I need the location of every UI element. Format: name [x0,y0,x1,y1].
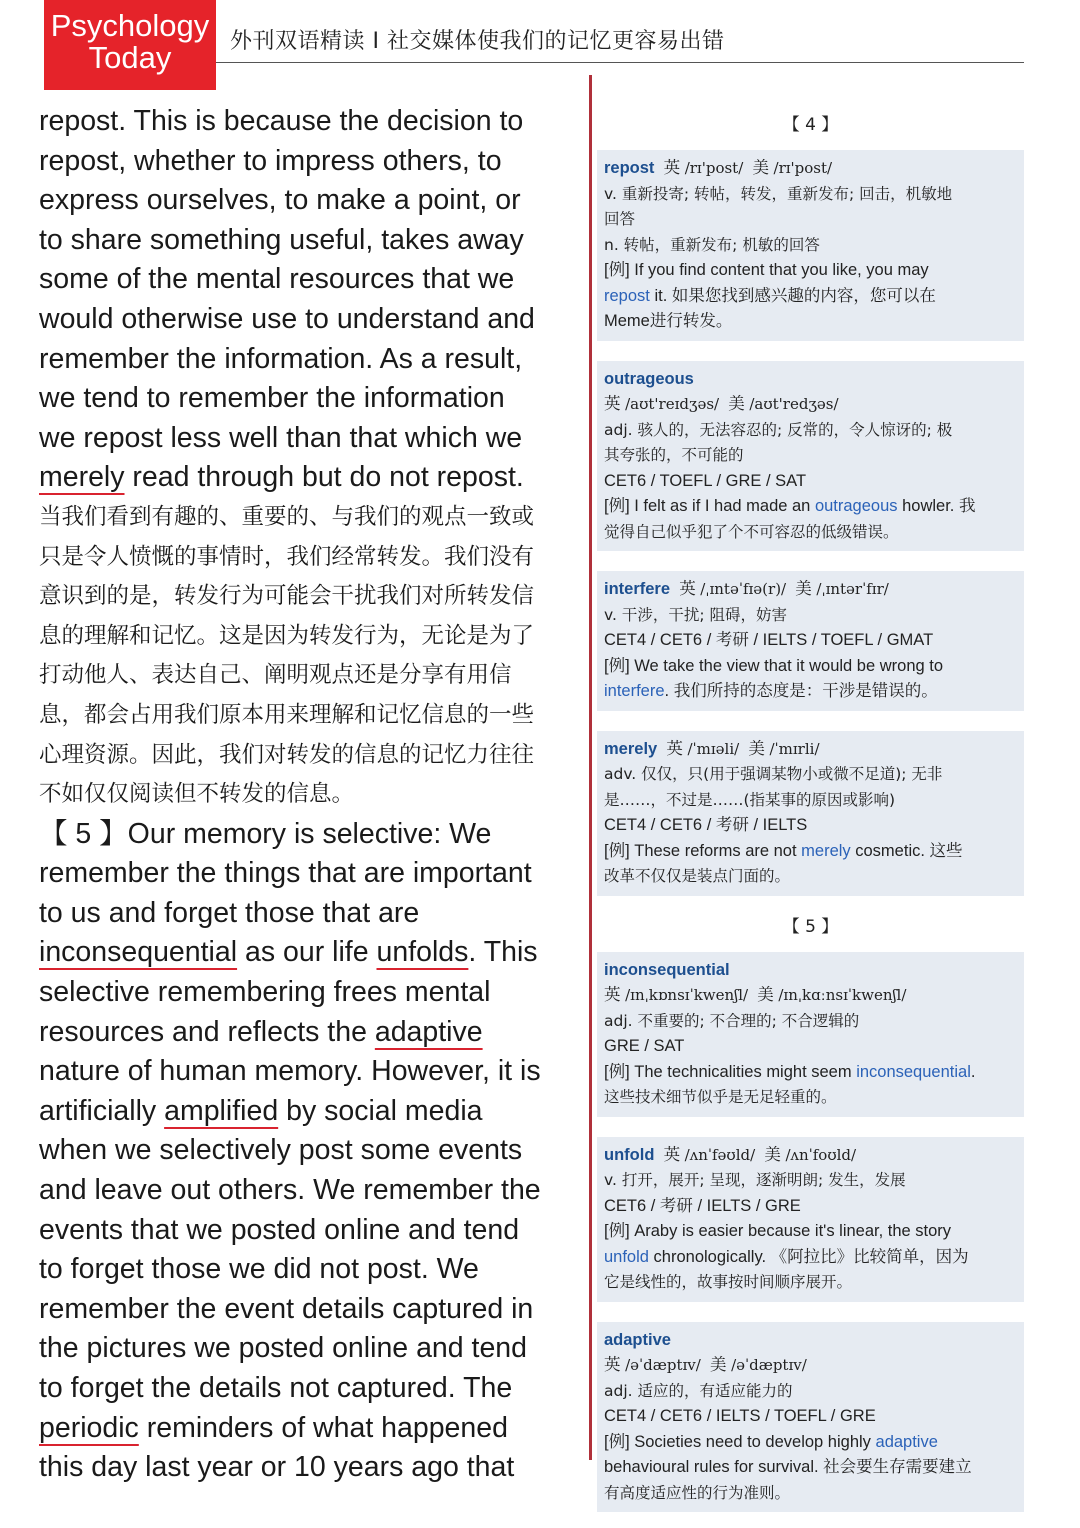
text-line: events that we posted online and tend [39,1213,520,1246]
vocab-word: outrageous [604,369,694,388]
text-line: would otherwise use to understand and [39,302,535,335]
paragraph-5-heading: 【 5 】Our memory is selective: We [39,817,492,850]
phonetic-us: /ˌɪntərˈfɪr/ [816,580,889,598]
definition: v. 重新投寄; 转帖，转发，重新发布; 回击，机敏地 [604,184,953,203]
exam-tags: CET4 / CET6 / IELTS / TOEFL / GRE [604,1407,876,1425]
phonetic-uk: /ɪnˌkɒnsɪˈkwenʃl/ [625,986,749,1004]
vocab-card-merely: merely 英 /ˈmɪəli/ 美 /ˈmɪrli/ adv. 仅仅，只(用于强调某物小或微不足道); 无非 是……，不过是……(指某事的原因或影响) CET4 / CET6 / 考研 / IELTS [例] These reforms are not merely cosmetic. 这些 改革不仅仅是装点门面的。 [597,731,1024,896]
vocab-word: repost [604,159,655,177]
translation-line: 息，都会占用我们原本用来理解和记忆信息的一些 [39,701,535,728]
example: repost it. 如果您找到感兴趣的内容，您可以在 [604,286,936,305]
exam-tags: CET4 / CET6 / 考研 / IELTS / TOEFL / GMAT [604,631,934,649]
definition: v. 干涉，干扰; 阻碍，妨害 [604,605,787,624]
phonetic-us: /əˈdæptɪv/ [731,1356,807,1374]
example: [例] These reforms are not merely cosmetic. 这些 [604,841,963,860]
definition: 其夸张的，不可能的 [604,446,744,464]
phonetic-us: /ɪnˌkɑːnsɪˈkwenʃl/ [778,986,907,1004]
example: [例] Araby is easier because it's linear, the story [604,1222,952,1240]
logo-line1: Psychology [50,8,210,43]
vocab-card-inconsequential: inconsequential 英 /ɪnˌkɒnsɪˈkwenʃl/ 美 /ɪnˌkɑːnsɪˈkwenʃl/ adj. 不重要的; 不合理的; 不合逻辑的 GRE / SAT [例] The technicalities might seem inconsequential. 这些技术细节似乎是无足轻重的。 [597,952,1024,1117]
article-column [39,102,584,1488]
header-divider [216,62,1024,63]
vocab-word: inconsequential [604,960,730,979]
text-line: express ourselves, to make a point, or [39,184,521,217]
example: behavioural rules for survival. 社会要生存需要建立 [604,1458,972,1476]
translation-line: 意识到的是，转发行为可能会干扰我们对所转发信 [39,583,535,610]
definition: 是……，不过是……(指某事的原因或影响) [604,790,896,809]
example: interfere. 我们所持的态度是：干涉是错误的。 [604,682,938,700]
example: [例] We take the view that it would be wrong to [604,656,944,675]
vocab-card-outrageous: outrageous 英 /aʊt'reɪdʒəs/ 美 /aʊt'redʒəs/ adj. 骇人的，无法容忍的; 反常的，令人惊讶的; 极 其夸张的，不可能的 CET6 / TOEFL / GRE / SAT [例] I felt as if I had made an outrageous howler. 我 觉得自己似乎犯了个不可容忍的低级错误。 [597,361,1024,552]
definition: adj. 适应的，有适应能力的 [604,1381,793,1400]
example: 觉得自己似乎犯了个不可容忍的低级错误。 [604,522,899,541]
translation-line: 只是令人愤慨的事情时，我们经常转发。我们没有 [39,543,535,570]
text-line: merely read through but do not repost. [39,461,524,494]
vocab-highlight-periodic[interactable]: periodic [39,1411,139,1444]
text-line: to share something useful, takes away [39,223,524,256]
example: [例] If you find content that you like, you may [604,261,929,279]
translation-line: 当我们看到有趣的、重要的、与我们的观点一致或 [39,503,535,530]
text-line: remember the event details captured in [39,1292,534,1325]
example: [例] I felt as if I had made an outrageous howler. 我 [604,497,976,515]
text-line: this day last year or 10 years ago that [39,1451,515,1484]
text-line: some of the mental resources that we [39,263,515,296]
definition: adj. 不重要的; 不合理的; 不合逻辑的 [604,1011,860,1030]
column-divider [589,75,592,1460]
text-line: we tend to remember the information [39,382,505,415]
text-line: selective remembering frees mental [39,976,491,1009]
text-line: repost, whether to impress others, to [39,144,502,177]
phonetic-uk: /rɪ'post/ [684,159,744,177]
text-line: remember the information. As a result, [39,342,523,375]
phonetic-uk: /ˌɪntəˈfɪə(r)/ [700,580,787,598]
example: [例] Societies need to develop highly adaptive [604,1432,938,1451]
vocab-card-interfere: interfere 英 /ˌɪntəˈfɪə(r)/ 美 /ˌɪntərˈfɪr/ v. 干涉，干扰; 阻碍，妨害 CET4 / CET6 / 考研 / IELTS / TOEFL / GMAT [例] We take the view that it would be wrong to interfere. 我们所持的态度是：干涉是错误的。 [597,571,1024,711]
text-line: to us and forget those that are [39,896,420,929]
definition: 回答 [604,210,636,228]
vocab-highlight-inconsequential[interactable]: inconsequential [39,936,238,969]
definition: n. 转帖，重新发布; 机敏的回答 [604,235,820,254]
exam-tags: GRE / SAT [604,1037,685,1055]
vocab-highlight-unfolds[interactable]: unfolds [376,936,469,969]
example: [例] The technicalities might seem inconsequential. [604,1062,976,1081]
phonetic-us: /rɪ'post/ [773,159,833,177]
example: unfold chronologically. 《阿拉比》比较简单，因为 [604,1247,969,1266]
phonetic-us: /aʊt'redʒəs/ [749,395,839,413]
exam-tags: CET6 / 考研 / IELTS / GRE [604,1196,801,1215]
vocab-card-repost: repost 英 /rɪ'post/ 美 /rɪ'post/ v. 重新投寄; 转帖，转发，重新发布; 回击，机敏地 回答 n. 转帖，重新发布; 机敏的回答 [例] If you find content that you like, you may repost it. 如果您找到感兴趣的内容，您可以在 Meme进行转发。 [597,150,1024,341]
logo-line2: Today [88,40,172,75]
text-line: we repost less well than that which we [39,421,523,454]
text-line: and leave out others. We remember the [39,1174,541,1207]
text-line: to forget the details not captured. The [39,1372,513,1404]
section-label-4: 【 4 】 [782,115,839,135]
phonetic-us: /ˈmɪrli/ [769,739,820,758]
text-line: nature of human memory. However, it is [39,1055,541,1088]
example: 这些技术细节似乎是无足轻重的。 [604,1088,837,1106]
vocab-word: unfold [604,1145,655,1164]
vocabulary-column [597,110,1024,1512]
phonetic-uk: /ʌnˈfəʊld/ [684,1145,756,1164]
vocab-word: interfere [604,580,671,598]
phonetic-uk: /əˈdæptɪv/ [625,1356,701,1374]
text-line: artificially amplified by social media [39,1094,483,1127]
example: 有高度适应性的行为准则。 [604,1483,791,1502]
vocab-highlight-amplified[interactable]: amplified [164,1094,279,1127]
definition: adj. 骇人的，无法容忍的; 反常的，令人惊讶的; 极 [604,420,953,439]
vocab-highlight-adaptive[interactable]: adaptive [374,1015,483,1048]
translation-line: 心理资源。因此，我们对转发的信息的记忆力往往 [39,741,535,768]
definition: v. 打开，展开; 呈现，逐渐明朗; 发生，发展 [604,1171,906,1189]
phonetic-uk: /ˈmɪəli/ [687,739,740,758]
vocab-card-adaptive: adaptive 英 /əˈdæptɪv/ 美 /əˈdæptɪv/ adj. 适应的，有适应能力的 CET4 / CET6 / IELTS / TOEFL / GRE [例] Societies need to develop highly adaptive behavioural rules for survival. 社会要生存需要建立 有高度适应性的行为准则。 [597,1322,1024,1513]
text-line: inconsequential as our life unfolds. This [39,936,538,969]
exam-tags: CET6 / TOEFL / GRE / SAT [604,471,807,490]
text-line: when we selectively post some events [39,1134,523,1167]
vocab-card-unfold: unfold 英 /ʌnˈfəʊld/ 美 /ʌnˈfoʊld/ v. 打开，展开; 呈现，逐渐明朗; 发生，发展 CET6 / 考研 / IELTS / GRE [例] Araby is easier because it's linear, the story unfold chronologically. 《阿拉比》比较简单，因为 它是线性的，故事按时间顺序展开。 [597,1137,1024,1302]
example: Meme进行转发。 [604,312,733,330]
vocab-highlight-merely[interactable]: merely [39,461,125,494]
vocab-word: merely [604,739,658,758]
example: 它是线性的，故事按时间顺序展开。 [604,1273,853,1291]
text-line: remember the things that are important [39,857,532,890]
exam-tags: CET4 / CET6 / 考研 / IELTS [604,816,808,834]
phonetic-us: /ʌnˈfoʊld/ [785,1145,857,1164]
translation-line: 打动他人、表达自己、阐明观点还是分享有用信 [39,662,512,689]
vocab-word: adaptive [604,1330,671,1349]
translation-line: 息的理解和记忆。这是因为转发行为，无论是为了 [39,622,535,649]
psychology-today-logo [44,0,216,90]
text-line: repost. This is because the decision to [39,105,524,137]
text-line: resources and reflects the adaptive [39,1015,483,1048]
text-line: the pictures we posted online and tend [39,1332,528,1365]
text-line: periodic reminders of what happened [39,1411,508,1444]
section-label-5: 【 5 】 [782,916,839,937]
definition: adv. 仅仅，只(用于强调某物小或微不足道); 无非 [604,765,943,783]
example: 改革不仅仅是装点门面的。 [604,867,791,885]
translation-line: 不如仅仅阅读但不转发的信息。 [39,781,355,808]
phonetic-uk: /aʊt'reɪdʒəs/ [625,395,720,413]
page-title: 外刊双语精读 I 社交媒体使我们的记忆更容易出错 [230,29,725,54]
text-line: to forget those we did not post. We [39,1253,479,1286]
